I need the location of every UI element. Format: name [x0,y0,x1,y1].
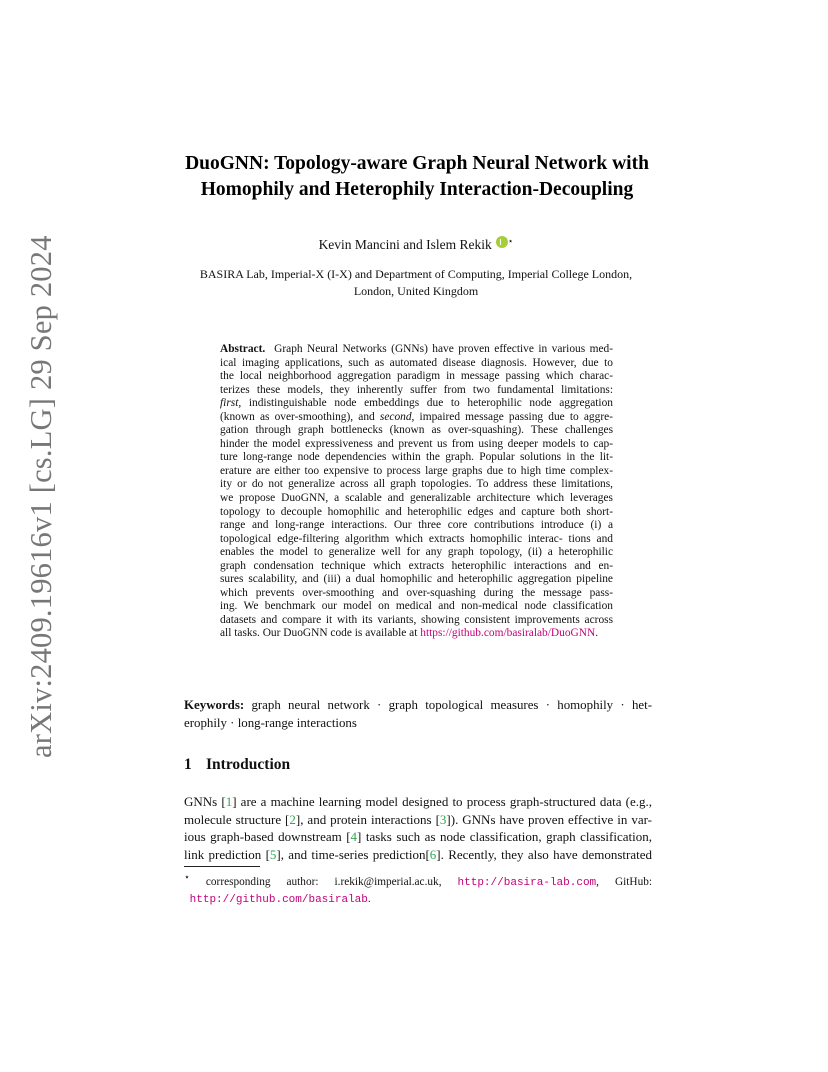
abstract-line: ing. We benchmark our model on medical and non-medical node classification [220,600,613,613]
code-link[interactable]: https://github.com/basiralab/DuoGNN [420,627,596,640]
emphasis-first: first, [220,397,242,410]
abstract-line: all tasks. Our DuoGNN code is available at https://github.com/basiralab/DuoGNN. [220,627,599,640]
arxiv-identifier [22,235,62,758]
title-line-2: Homophily and Heterophily Interaction-Decoupling [200,179,634,200]
abstract-line: ity or do not generalize across all graph topologies. To address these limitations, [220,478,613,491]
citation-link[interactable]: 5 [269,846,277,862]
affiliation-line-2: London, United Kingdom [353,284,479,298]
authors [200,236,632,253]
section-number: 1 [184,756,192,773]
citation-link[interactable]: 1 [225,794,233,809]
abstract-label: Abstract. [220,343,266,355]
intro-line: molecule structure [2], and protein interactions [3]). GNNs have proven effective in var- [184,811,652,827]
abstract-line: gation through graph bottlenecks (known as over-squashing). These challenges [220,424,613,437]
abstract-line: enables the model to generalize well for any graph topology, (ii) a heterophilic [220,546,613,559]
abstract-line: which prevents over-smoothing and over-squashing during the message pass- [220,586,613,599]
citation-link[interactable]: 2 [289,811,296,827]
abstract [220,343,613,641]
footnote-mark: ⋆ [184,873,190,883]
intro-line: GNNs [1] are a machine learning model designed to process graph-structured data (e.g., [184,794,653,809]
footnote: ⋆ corresponding author: i.rekik@imperial.ac.uk, http://basira-lab.com, GitHub: http://github.com/basiralab. [184,873,653,906]
abstract-line: the local neighborhood aggregation paradigm in message passing which charac- [220,370,613,383]
abstract-line: sures scalability, and (iii) a dual homophilic and heterophilic aggregation pipeline [220,573,613,586]
citation-link[interactable]: 6 [429,846,437,862]
author-footnote-mark: ⋆ [507,236,514,246]
abstract-line: topological edge-filtering algorithm which extracts homophilic interac- tions and [220,532,613,545]
citation-link[interactable]: 3 [439,811,447,827]
emphasis-second: second, [379,410,415,423]
affiliation-line-1: BASIRA Lab, Imperial-X (I-X) and Department of Computing, Imperial College London, [199,267,633,281]
abstract-line: range and long-range interactions. Our three core contributions introduce (i) a [220,519,613,532]
paper-title [150,151,684,203]
abstract-line: first, indistinguishable node embeddings due to heterophilic node aggregation [220,397,613,410]
citation-link[interactable]: 4 [350,829,358,844]
abstract-line: topology to decouple homophilic and heterophilic edges and capture both short- [220,505,613,518]
abstract-line: datasets and compare it with its variants, showing consistent improvements across [220,613,613,626]
author-names: Kevin Mancini and Islem Rekik [318,237,492,252]
abstract-line: graph condensation technique which extracts heterophilic interactions and en- [220,559,613,572]
lab-website-link[interactable]: http://basira-lab.com [457,876,597,889]
keywords-label: Keywords: [184,698,245,712]
github-link[interactable]: http://github.com/basiralab [189,893,368,906]
abstract-line: (known as over-smoothing), and second, impaired message passing due to aggre- [220,410,613,423]
abstract-line: terizes these models, they inherently suffer from two fundamental limitations: [220,383,613,396]
abstract-line: we propose DuoGNN, a scalable and generalizable architecture which leverages [220,492,613,505]
keywords-line-1: graph neural network · graph topological measures · homophily · het- [251,698,652,712]
arxiv-identifier-text: arXiv:2409.19616v1 [cs.LG] 29 Sep 2024 [24,235,58,758]
keywords [184,697,652,732]
abstract-line: Abstract. Graph Neural Networks (GNNs) have proven effective in various med- [220,343,613,355]
abstract-line: erature are either too expensive to process large graphs due to high time complex- [220,464,613,477]
abstract-line: ture long-range node dependencies within the graph. Popular solutions in the lit- [220,451,613,464]
footnote-divider [184,866,260,867]
intro-line: ious graph-based downstream [4] tasks such as node classification, graph classification, [184,829,652,844]
abstract-line: ical imaging applications, such as automated disease diagnosis. However, due to [220,356,613,369]
intro-line: link prediction [5], and time-series prediction[6]. Recently, they also have demonstrated [184,846,652,862]
title-line-1: DuoGNN: Topology-aware Graph Neural Network with [185,153,649,174]
orcid-icon[interactable] [496,236,508,248]
abstract-line: hinder the model expressiveness and prevent us from using deeper models to cap- [220,437,613,450]
section-title-text: Introduction [206,756,291,773]
keywords-line-2: erophily · long-range interactions [184,715,357,730]
footnote-text: corresponding author: i.rekik@imperial.ac.uk, [205,875,442,888]
introduction-paragraph [184,793,652,863]
section-heading-introduction [184,756,290,774]
affiliation [185,266,647,300]
